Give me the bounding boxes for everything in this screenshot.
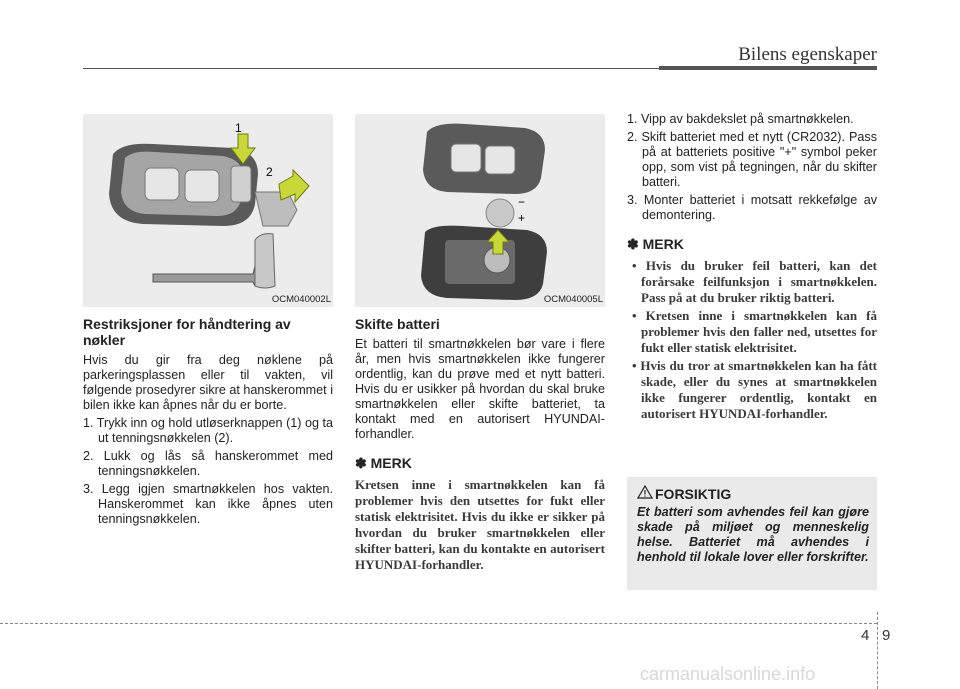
battery-illustration [355, 114, 605, 307]
list-item: • Kretsen inne i smartnøkkelen kan få problemer hvis den faller ned, utsettes for fukt eller statisk elektrisitet. [627, 308, 877, 356]
note-heading: ✽ MERK [355, 455, 412, 471]
list-item: 2. Skift batteriet med et nytt (CR2032). Pass på at batteriets positive "+" symbol peker opp, som vist på tegningen, når du skifter batteri. [627, 130, 877, 189]
list-item: 3. Monter batteriet i motsatt rekkefølge av demontering. [627, 193, 877, 222]
figure-battery [355, 114, 605, 307]
callout-1: 1 [235, 121, 242, 135]
header-bar [659, 66, 877, 70]
steps-list [83, 416, 333, 527]
warning-title: FORSIKTIG [655, 486, 732, 502]
list-item: 3. Legg igjen smartnøkkelen hos vakten. Hanskerommet kan ikke åpnes uten tenningsnøkkelen. [83, 482, 333, 526]
footer-divider [877, 612, 878, 689]
figure-code: OCM040005L [543, 294, 603, 305]
list-item: 1. Vipp av bakdekslet på smartnøkkelen. [627, 112, 854, 126]
page-number: 9 [882, 627, 891, 644]
chapter-number: 4 [861, 627, 870, 644]
smart-key-illustration [83, 114, 333, 307]
note-text: Kretsen inne i smartnøkkelen kan få problemer hvis den utsettes for fukt eller statisk elektrisitet. Hvis du ikke er sikker på hvordan du bruker smartnøkkelen eller skifter batteri, kan du kontakte en autorisert HYUNDAI-forhandler. [355, 477, 605, 572]
warning-text: Et batteri som avhendes feil kan gjøre skade på miljøet og menneskelig helse. Batteriet må avhendes i henhold til lokale lover eller forskrifter. [637, 505, 869, 564]
callout-2: 2 [266, 165, 273, 179]
watermark[interactable]: carmanualsonline.info [640, 664, 816, 684]
figure-code: OCM040002L [271, 294, 331, 305]
running-header-title: Bilens egenskaper [738, 44, 877, 65]
paragraph: Hvis du gir fra deg nøklene på parkeringsplassen eller til vakten, vil følgende prosedyrer sikre at hanskerommet i bilen ikke kan åpnes når du er borte. [83, 353, 333, 412]
steps-list [627, 112, 877, 223]
note-bullets [627, 258, 877, 422]
column-2 [355, 316, 605, 573]
section-heading: Restriksjoner for håndtering av nøkler [83, 316, 291, 348]
note-heading: ✽ MERK [627, 236, 684, 252]
callout-plus: + [518, 211, 526, 225]
list-item: • Hvis du bruker feil batteri, kan det forårsake feilfunksjon i smartnøkkelen. Pass på at du bruker riktig batteri. [627, 258, 877, 306]
warning-triangle-icon [637, 485, 653, 499]
callout-minus: − [518, 195, 526, 209]
footer-rule [0, 623, 877, 624]
list-item: 1. Trykk inn og hold utløserknappen (1) og ta ut tenningsnøkkelen (2). [83, 416, 333, 445]
figure-key-release [83, 114, 333, 307]
section-heading: Skifte batteri [355, 316, 440, 332]
warning-box [627, 477, 877, 590]
list-item: 2. Lukk og lås så hanskerommet med tenningsnøkkelen. [83, 449, 333, 478]
column-3 [627, 109, 877, 424]
column-1 [83, 316, 333, 530]
paragraph: Et batteri til smartnøkkelen bør vare i flere år, men hvis smartnøkkelen ikke fungerer ordentlig, kan du prøve med et nytt batteri. Hvis du er usikker på hvordan du skal bruke smartnøkkelen eller skifte batteriet, ta kontakt med en autorisert HYUNDAI-forhandler. [355, 337, 605, 441]
list-item: • Hvis du tror at smartnøkkelen kan ha fått skade, eller du synes at smartnøkkelen ikke fungerer ordentlig, kontakt en autorisert HYUNDAI-forhandler. [627, 358, 877, 422]
